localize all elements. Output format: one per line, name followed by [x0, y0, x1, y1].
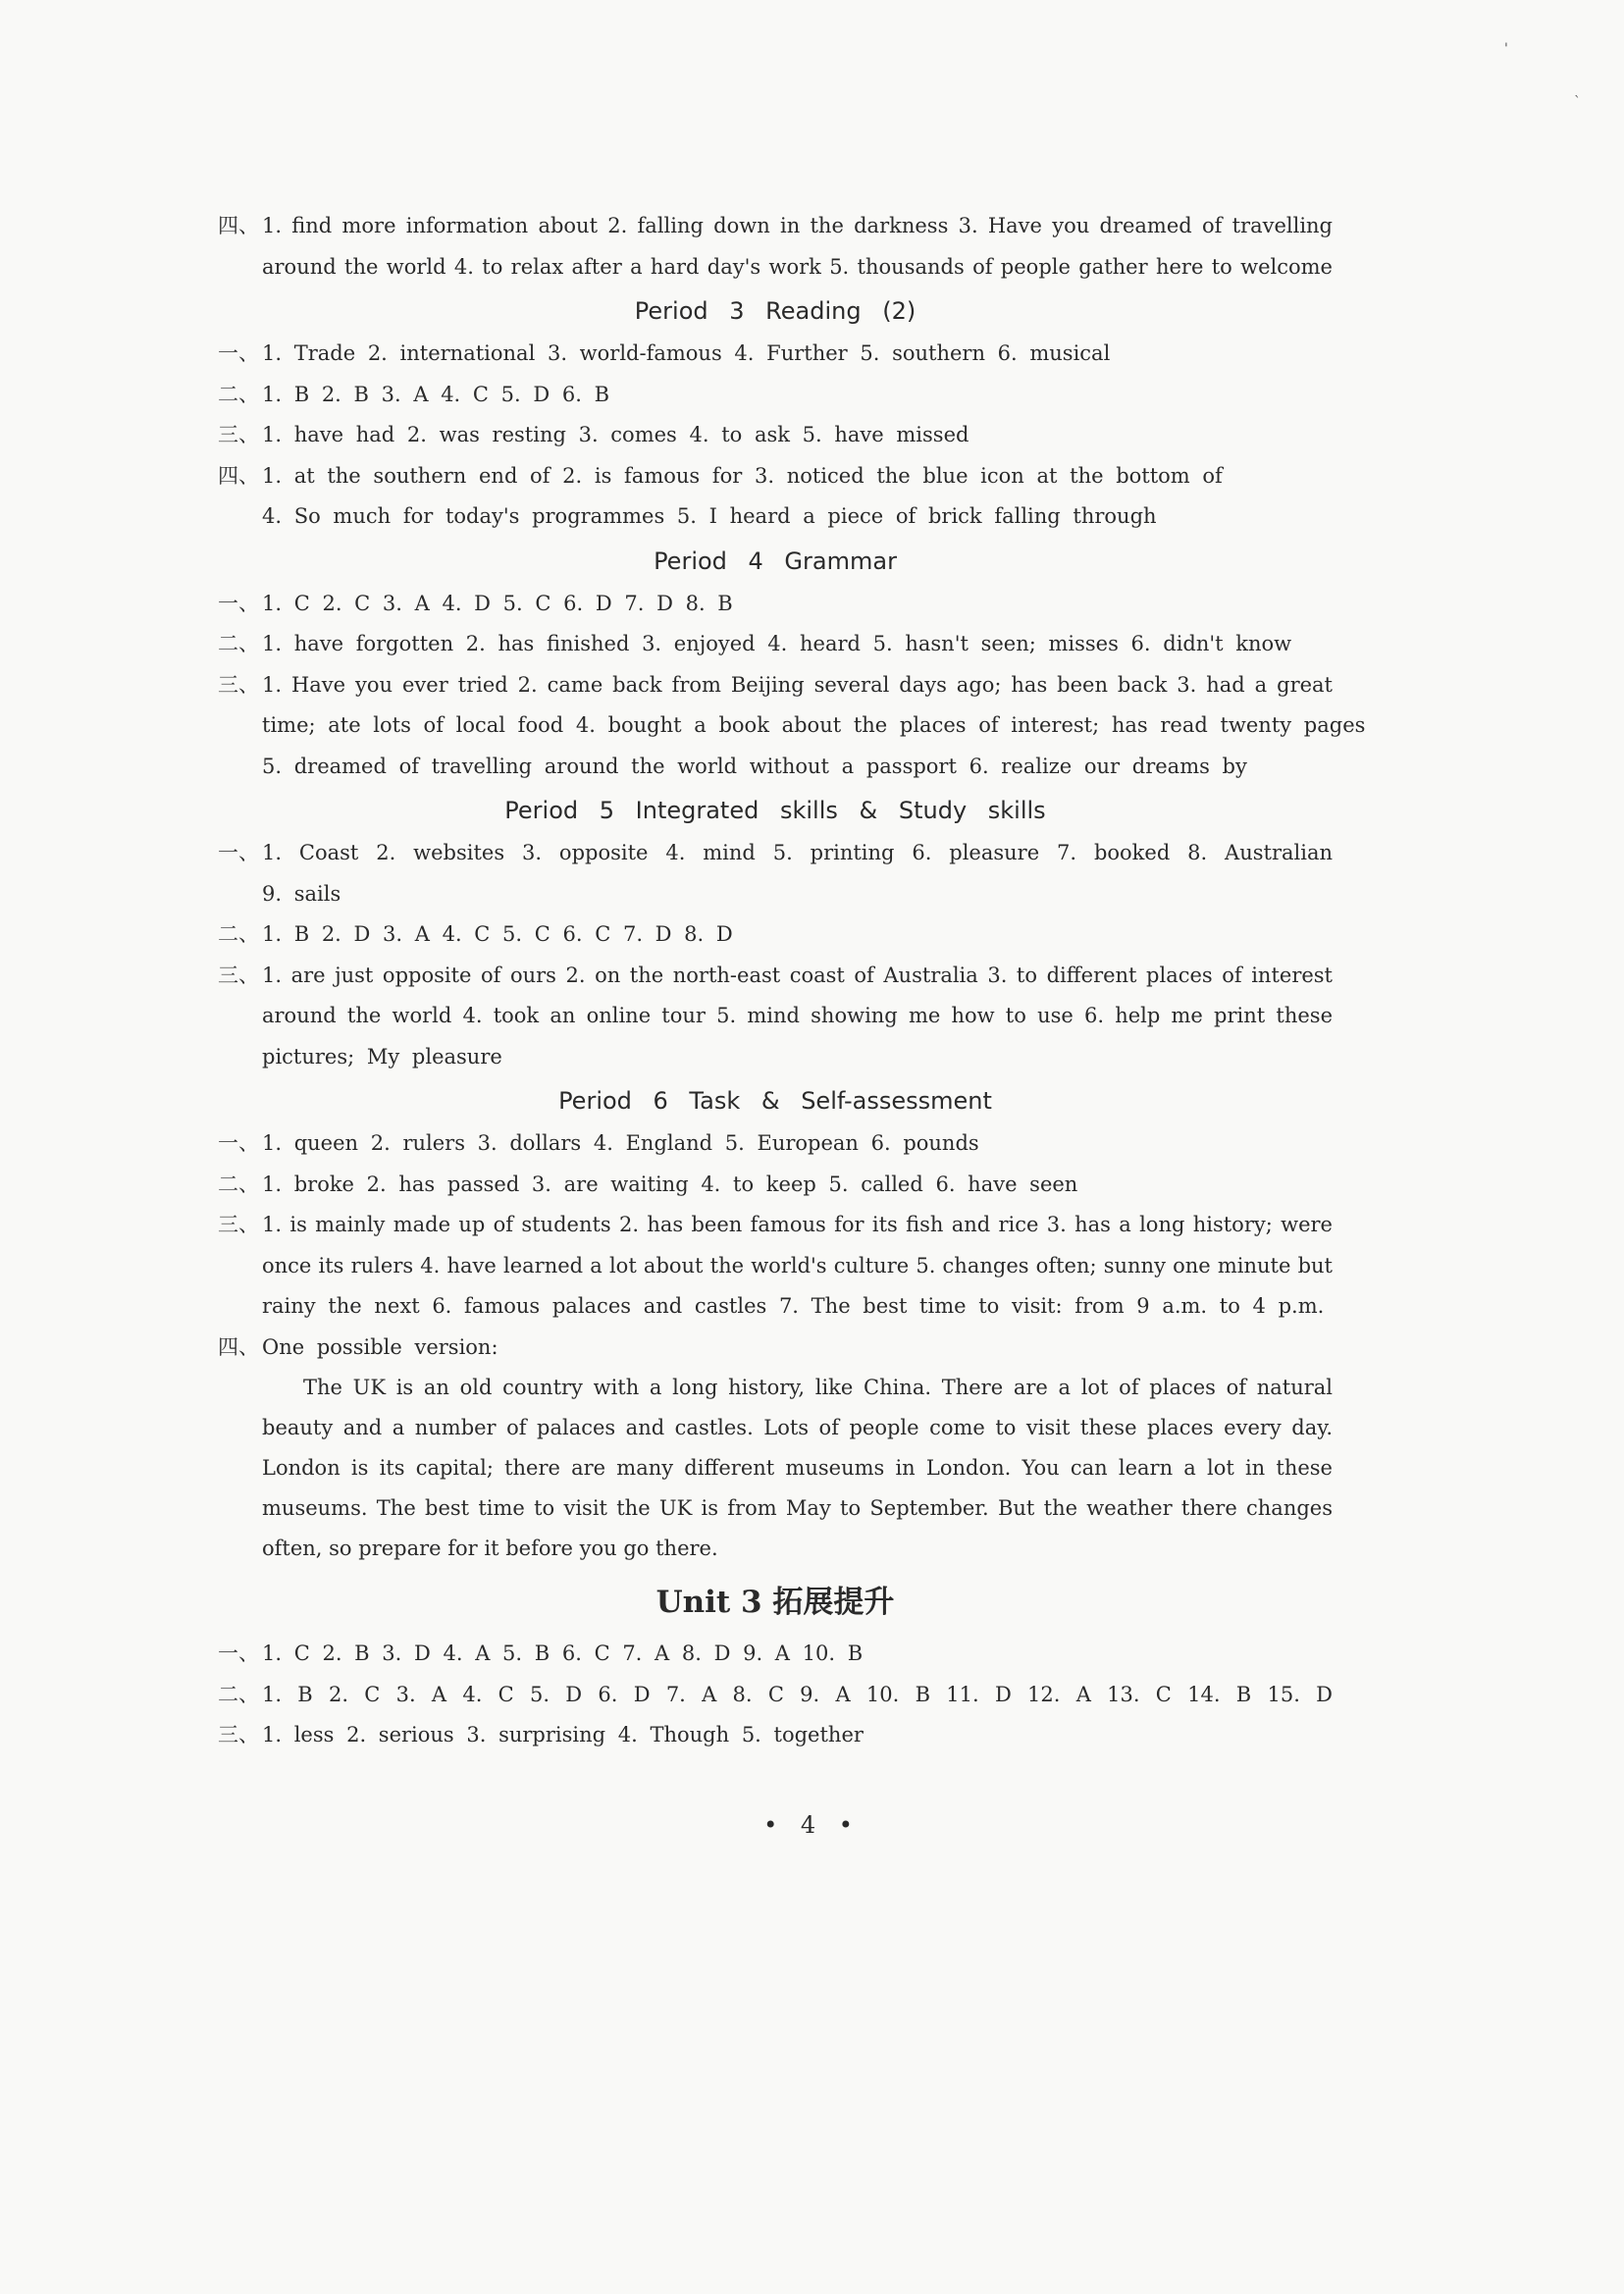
- answer-text: 1. queen 2. rulers 3. dollars 4. England 5. European 6. pounds: [262, 1131, 979, 1155]
- answer-text: 1. have had 2. was resting 3. comes 4. to ask 5. have missed: [262, 423, 969, 446]
- answer-row: [218, 665, 1333, 706]
- page-number: • 4 •: [763, 1811, 861, 1839]
- answer-row: [218, 1205, 1333, 1246]
- answer-text: 1. find more information about 2. falling down in the darkness 3. Have you dreamed of travelling: [262, 214, 1333, 237]
- question-group-label: 三、: [218, 1723, 259, 1747]
- answer-row: [218, 415, 1333, 456]
- answer-row: [218, 1165, 1333, 1206]
- period-heading: Period 3 Reading (2): [634, 297, 917, 325]
- scan-mark-1: ': [1504, 41, 1508, 57]
- answer-text: 9. sails: [262, 881, 341, 906]
- period-heading: Period 5 Integrated skills & Study skills: [504, 797, 1046, 824]
- answer-row: [218, 1715, 1333, 1756]
- scan-mark-2: `: [1574, 94, 1581, 110]
- answer-row: [218, 456, 1333, 497]
- answer-row: [218, 375, 1333, 416]
- period-heading: Period 6 Task & Self-assessment: [558, 1087, 992, 1115]
- answer-row: [218, 496, 1333, 538]
- answer-text: 1. is mainly made up of students 2. has been famous for its fish and rice 3. has a long history; were: [262, 1213, 1333, 1236]
- answer-text: 1. broke 2. has passed 3. are waiting 4. to keep 5. called 6. have seen: [262, 1172, 1078, 1196]
- answer-text: 5. dreamed of travelling around the world without a passport 6. realize our dreams by: [262, 754, 1247, 778]
- answer-row: [218, 833, 1333, 874]
- question-group-label: 四、: [218, 1334, 259, 1359]
- unit-heading: Unit 3 拓展提升: [655, 1585, 895, 1620]
- answer-row: [218, 206, 1333, 247]
- answer-text: pictures; My pleasure: [262, 1044, 502, 1069]
- question-group-label: 三、: [218, 423, 259, 446]
- answer-text: 1. B 2. D 3. A 4. C 5. C 6. C 7. D 8. D: [262, 922, 733, 946]
- answer-row: [218, 334, 1333, 375]
- answer-row: [218, 1286, 1333, 1328]
- answer-text: around the world 4. took an online tour 5. mind showing me how to use 6. help me print these: [262, 1004, 1333, 1027]
- answer-row: [218, 247, 1333, 288]
- answer-text: 1. C 2. B 3. D 4. A 5. B 6. C 7. A 8. D 9. A 10. B: [262, 1642, 864, 1665]
- essay-paragraph: The UK is an old country with a long history, like China. There are a lot of places of natural beauty and a number of palaces and castles. Lots of people come to visit these places every day. London is its capital; there are many different museums in London. You can learn a lot in these museums. The best time to visit the UK is from May to September. But the weather there changes often, so prepare for it before you go there.: [262, 1376, 1333, 1560]
- question-group-label: 二、: [218, 1172, 259, 1196]
- answer-text: 1. Have you ever tried 2. came back from Beijing several days ago; has been back 3. had a great: [262, 672, 1333, 697]
- answer-text: 1. at the southern end of 2. is famous for 3. noticed the blue icon at the bottom of: [262, 463, 1223, 488]
- answer-text: 1. Coast 2. websites 3. opposite 4. mind 5. printing 6. pleasure 7. booked 8. Australian: [262, 841, 1333, 864]
- answer-text: 1. Trade 2. international 3. world-famous 4. Further 5. southern 6. musical: [262, 341, 1111, 365]
- answer-row: [218, 705, 1366, 747]
- question-group-label: 三、: [218, 963, 259, 987]
- answer-row: [218, 747, 1333, 788]
- question-group-label: 二、: [218, 922, 259, 946]
- question-group-label: 一、: [218, 841, 259, 864]
- question-group-label: 一、: [218, 1131, 259, 1155]
- question-group-label: 一、: [218, 591, 259, 615]
- answer-row: [218, 874, 1333, 915]
- question-group-label: 三、: [218, 1213, 259, 1236]
- answer-row: [218, 1246, 1333, 1287]
- answer-text: time; ate lots of local food 4. bought a book about the places of interest; has read twenty pages: [262, 713, 1366, 737]
- answer-text: 1. B 2. B 3. A 4. C 5. D 6. B: [262, 382, 610, 406]
- answer-text: rainy the next 6. famous palaces and castles 7. The best time to visit: from 9 a.m. to 4 p.m.: [262, 1294, 1325, 1318]
- answer-row: [218, 1328, 1333, 1369]
- answer-row: [218, 1037, 1333, 1078]
- answer-row: [218, 956, 1333, 997]
- answer-row: [218, 1634, 1333, 1675]
- question-group-label: 二、: [218, 1682, 259, 1706]
- answer-row: [218, 624, 1333, 665]
- period-heading: Period 4 Grammar: [654, 547, 897, 575]
- question-group-label: 四、: [218, 463, 259, 488]
- answer-row: [218, 584, 1333, 625]
- question-group-label: 二、: [218, 382, 259, 406]
- question-group-label: 一、: [218, 341, 259, 365]
- answer-row: [218, 914, 1333, 956]
- question-group-label: 三、: [218, 672, 259, 697]
- question-group-label: 一、: [218, 1642, 259, 1665]
- answer-text: One possible version:: [262, 1334, 498, 1359]
- question-group-label: 二、: [218, 632, 259, 655]
- answer-row: [218, 1123, 1333, 1165]
- answer-text: 4. So much for today's programmes 5. I heard a piece of brick falling through: [262, 504, 1157, 528]
- question-group-label: 四、: [218, 214, 259, 237]
- answer-row: [218, 1675, 1333, 1716]
- answer-text: 1. C 2. C 3. A 4. D 5. C 6. D 7. D 8. B: [262, 591, 733, 615]
- answer-text: around the world 4. to relax after a hard day's work 5. thousands of people gather here to welcome: [262, 254, 1333, 279]
- answer-text: 1. have forgotten 2. has finished 3. enjoyed 4. heard 5. hasn't seen; misses 6. didn't know: [262, 632, 1292, 655]
- answer-row: [218, 996, 1333, 1037]
- answer-text: once its rulers 4. have learned a lot about the world's culture 5. changes often; sunny one minute but: [262, 1253, 1333, 1277]
- answer-text: 1. are just opposite of ours 2. on the north-east coast of Australia 3. to different places of interest: [262, 963, 1333, 987]
- answer-text: 1. B 2. C 3. A 4. C 5. D 6. D 7. A 8. C 9. A 10. B 11. D 12. A 13. C 14. B 15. D: [262, 1682, 1333, 1706]
- answer-key-content: [218, 206, 1366, 1756]
- answer-text: 1. less 2. serious 3. surprising 4. Though 5. together: [262, 1723, 864, 1747]
